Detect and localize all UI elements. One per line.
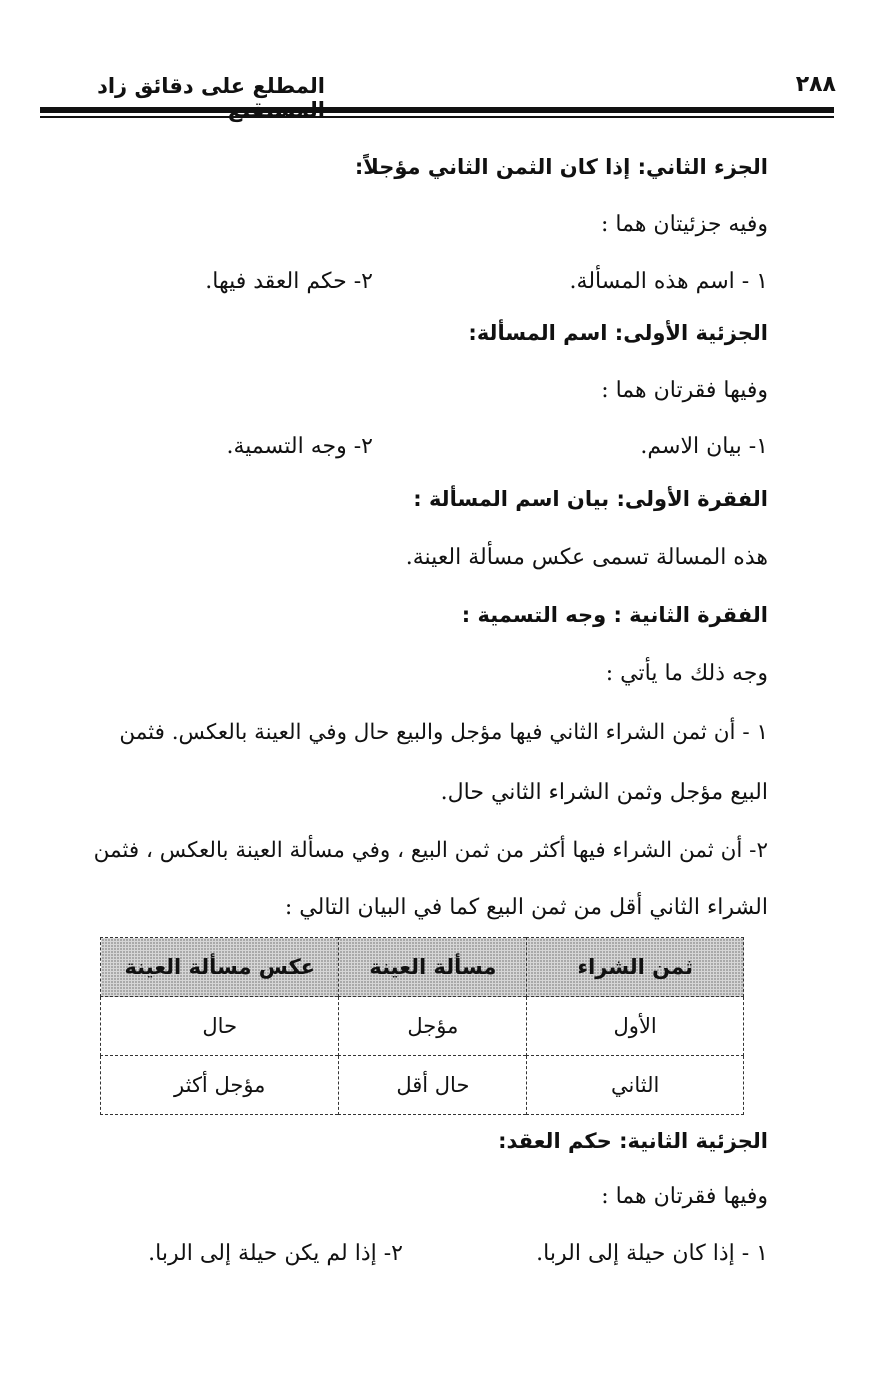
list-item: ٢- حكم العقد فيها. [205, 269, 373, 294]
table-cell: مؤجل أكثر [101, 1056, 339, 1115]
list-item: ١- بيان الاسم. [640, 434, 768, 459]
list-item: ١ - اسم هذه المسألة. [569, 269, 768, 294]
list-item: ١ - إذا كان حيلة إلى الربا. [536, 1241, 768, 1266]
table-cell: الأول [527, 997, 744, 1056]
table-cell: حال [101, 997, 339, 1056]
table-header-row [101, 938, 744, 997]
paragraph-text: ١ - أن ثمن الشراء الثاني فيها مؤجل والبيع حال وفي العينة بالعكس. فثمن [119, 720, 768, 745]
table-cell: الثاني [527, 1056, 744, 1115]
paragraph-text: الشراء الثاني أقل من ثمن البيع كما في البيان التالي : [284, 895, 768, 920]
table-cell: مؤجل [339, 997, 527, 1056]
paragraph-text: هذه المسالة تسمى عكس مسألة العينة. [405, 545, 768, 570]
paragraph-text: وفيها فقرتان هما : [601, 1184, 768, 1209]
paragraph-heading: الفقرة الثانية : وجه التسمية : [461, 603, 768, 627]
table-header-cell: مسألة العينة [339, 938, 527, 997]
paragraph-text: وفيه جزئيتان هما : [601, 212, 768, 237]
paragraph-text: وجه ذلك ما يأتي : [605, 661, 768, 686]
table-header-cell: عكس مسألة العينة [101, 938, 339, 997]
paragraph-text: ٢- أن ثمن الشراء فيها أكثر من ثمن البيع ، وفي مسألة العينة بالعكس ، فثمن [93, 838, 768, 863]
paragraph-heading: الفقرة الأولى: بيان اسم المسألة : [413, 487, 768, 511]
header-rule-thick [40, 107, 834, 113]
comparison-table [100, 937, 744, 1115]
running-header-title: المطلع على دقائق زاد [97, 74, 325, 98]
subsection-heading: الجزئية الثانية: حكم العقد: [498, 1129, 768, 1153]
subsection-heading: الجزئية الأولى: اسم المسألة: [468, 321, 768, 345]
table-row [101, 1056, 744, 1115]
header-rule-thin [40, 116, 834, 118]
section-heading: الجزء الثاني: إذا كان الثمن الثاني مؤجلاً: [354, 155, 768, 179]
page-number: ٢٨٨ [795, 72, 836, 97]
table-cell: حال أقل [339, 1056, 527, 1115]
paragraph-text: وفيها فقرتان هما : [601, 378, 768, 403]
paragraph-text: البيع مؤجل وثمن الشراء الثاني حال. [440, 780, 768, 805]
table-row [101, 997, 744, 1056]
list-item: ٢- وجه التسمية. [226, 434, 373, 459]
list-item: ٢- إذا لم يكن حيلة إلى الربا. [148, 1241, 403, 1266]
table-header-cell: ثمن الشراء [527, 938, 744, 997]
